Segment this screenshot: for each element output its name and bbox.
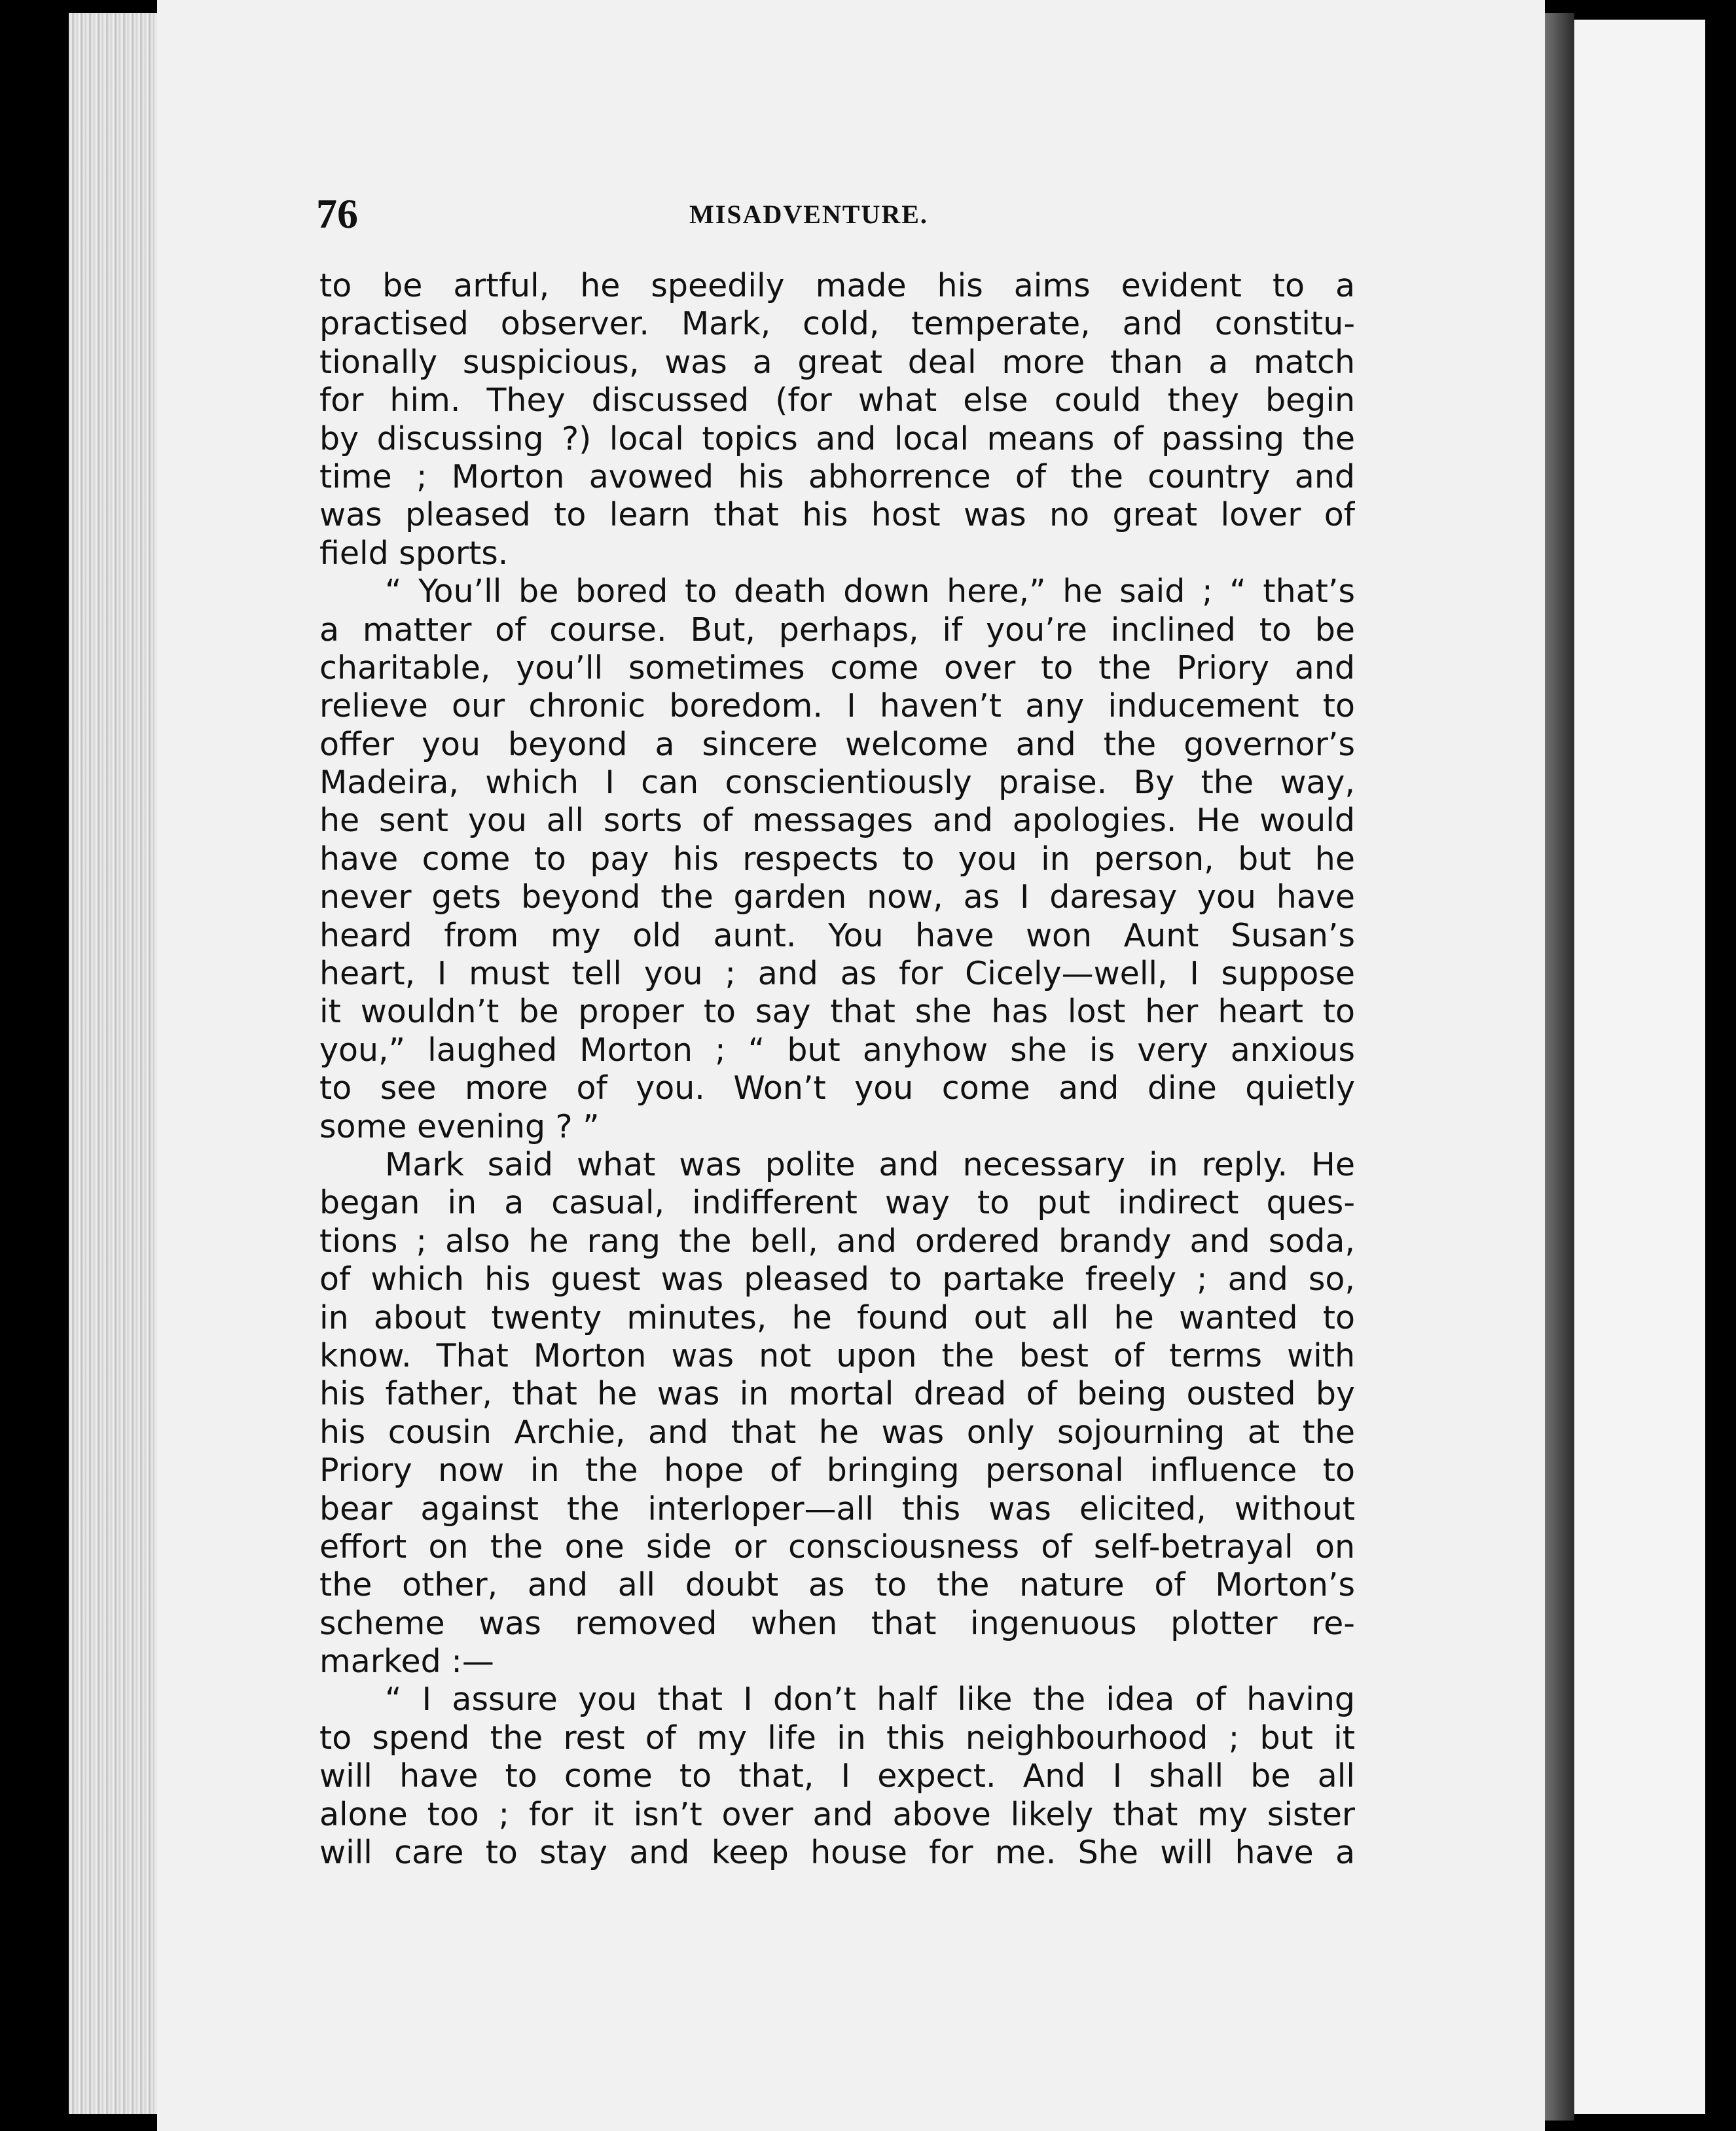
text-line: his father, that he was in mortal dread of being ousted by	[319, 1375, 1355, 1413]
text-line: relieve our chronic boredom. I haven’t any inducement to	[319, 687, 1355, 725]
text-line: field sports.	[319, 534, 509, 572]
text-line: to spend the rest of my life in this neighbourhood ; but it	[319, 1719, 1355, 1757]
body-text	[319, 267, 1355, 1872]
text-line: some evening ? ”	[319, 1107, 600, 1145]
text-line: will have to come to that, I expect. And I shall be all	[319, 1757, 1355, 1795]
text-line: Priory now in the hope of bringing personal influence to	[319, 1452, 1355, 1490]
text-line: time ; Morton avowed his abhorrence of the country and	[319, 457, 1355, 495]
text-line: never gets beyond the garden now, as I daresay you have	[319, 878, 1355, 916]
text-line: you,” laughed Morton ; “ but anyhow she is very anxious	[319, 1031, 1355, 1069]
text-line: have come to pay his respects to you in person, but he	[319, 840, 1355, 878]
text-line: to see more of you. Won’t you come and dine quietly	[319, 1069, 1355, 1107]
text-line: by discussing ?) local topics and local means of passing the	[319, 420, 1355, 457]
text-line: Mark said what was polite and necessary in reply. He	[385, 1145, 1355, 1183]
text-line: the other, and all doubt as to the nature of Morton’s	[319, 1566, 1355, 1604]
text-line: heard from my old aunt. You have won Aunt Susan’s	[319, 916, 1355, 954]
text-line: his cousin Archie, and that he was only sojourning at the	[319, 1413, 1355, 1451]
page-header	[316, 190, 1364, 249]
text-line: he sent you all sorts of messages and apologies. He would	[319, 802, 1355, 840]
text-line: tions ; also he rang the bell, and ordered brandy and soda,	[319, 1222, 1355, 1260]
page-number: 76	[316, 190, 358, 237]
text-line: “ I assure you that I don’t half like the idea of having	[385, 1681, 1355, 1719]
text-line: a matter of course. But, perhaps, if you’re inclined to be	[319, 611, 1355, 649]
text-line: will care to stay and keep house for me. She will have a	[319, 1834, 1355, 1872]
text-line: heart, I must tell you ; and as for Cicely—well, I suppose	[319, 955, 1355, 993]
text-line: it wouldn’t be proper to say that she has lost her heart to	[319, 993, 1355, 1031]
text-line: tionally suspicious, was a great deal more than a match	[319, 343, 1355, 381]
text-line: began in a casual, indifferent way to put indirect ques-	[319, 1184, 1355, 1222]
text-line: of which his guest was pleased to partake freely ; and so,	[319, 1261, 1355, 1298]
text-line: alone too ; for it isn’t over and above likely that my sister	[319, 1795, 1355, 1833]
facing-page	[1574, 20, 1705, 2114]
text-line: Madeira, which I can conscientiously praise. By the way,	[319, 764, 1355, 802]
running-head: MISADVENTURE.	[689, 200, 928, 229]
text-line: to be artful, he speedily made his aims evident to a	[319, 267, 1355, 304]
gutter-shadow	[1542, 13, 1574, 2121]
text-line: in about twenty minutes, he found out all he wanted to	[319, 1298, 1355, 1336]
text-line: for him. They discussed (for what else could they begin	[319, 382, 1355, 420]
text-line: practised observer. Mark, cold, temperate, and constitu-	[319, 305, 1355, 343]
text-line: charitable, you’ll sometimes come over to the Priory and	[319, 649, 1355, 687]
text-line: effort on the one side or consciousness of self-betrayal on	[319, 1528, 1355, 1566]
page-edges	[69, 13, 160, 2114]
text-line: offer you beyond a sincere welcome and the governor’s	[319, 725, 1355, 763]
text-line: know. That Morton was not upon the best of terms with	[319, 1336, 1355, 1374]
text-line: “ You’ll be bored to death down here,” he said ; “ that’s	[385, 573, 1355, 611]
text-line: scheme was removed when that ingenuous plotter re-	[319, 1604, 1355, 1642]
text-line: bear against the interloper—all this was elicited, without	[319, 1490, 1355, 1528]
text-line: was pleased to learn that his host was no great lover of	[319, 496, 1355, 534]
text-line: marked :—	[319, 1643, 494, 1681]
